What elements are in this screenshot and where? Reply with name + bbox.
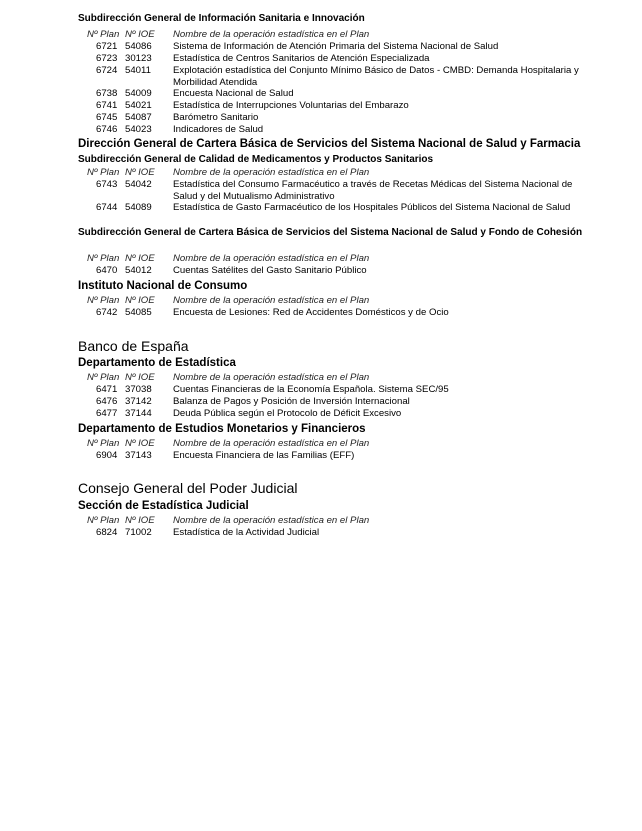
name-header: Nombre de la operación estadística en el Plan [173,515,370,526]
name-header: Nombre de la operación estadística en el Plan [173,29,370,40]
ioe-number: 54012 [125,265,152,276]
ioe-number: 54085 [125,307,152,318]
organization-heading: Consejo General del Poder Judicial [78,480,298,496]
plan-number: 6742 [96,307,118,318]
operation-name: Sistema de Información de Atención Primaria del Sistema Nacional de Salud [173,41,499,52]
plan-number: 6904 [96,450,118,461]
column-header-row [78,438,598,450]
name-header: Nombre de la operación estadística en el Plan [173,253,370,264]
operation-row [78,307,598,319]
ioe-number: 37038 [125,384,152,395]
operation-row [78,265,598,277]
operation-row [78,527,598,539]
plan-number: 6470 [96,265,118,276]
name-header: Nombre de la operación estadística en el Plan [173,438,370,449]
operation-name: Estadística de la Actividad Judicial [173,527,320,538]
operation-row [78,112,598,124]
plan-number: 6477 [96,408,118,419]
plan-header: Nº Plan [87,167,120,178]
subdepartment-heading: Subdirección General de Cartera Básica de Servicios del Sistema Nacional de Salud y Fondo de Cohesión [78,227,583,238]
operation-name: Estadística de Centros Sanitarios de Atención Especializada [173,53,430,64]
operation-row [78,88,598,100]
plan-number: 6744 [96,202,118,213]
column-header-row [78,167,598,179]
plan-number: 6745 [96,112,118,123]
plan-header: Nº Plan [87,29,120,40]
operation-row [78,450,598,462]
operation-row [78,202,598,214]
ioe-number: 54042 [125,179,152,190]
ioe-header: Nº IOE [125,167,155,178]
plan-header: Nº Plan [87,295,120,306]
ioe-number: 71002 [125,527,152,538]
operation-row [78,100,598,112]
plan-number: 6746 [96,124,118,135]
operation-name: Estadística de Gasto Farmacéutico de los Hospitales Públicos del Sistema Nacional de Salud [173,202,571,213]
plan-number: 6743 [96,179,118,190]
ioe-number: 37142 [125,396,152,407]
operation-name: Encuesta Financiera de las Familias (EFF) [173,450,355,461]
plan-number: 6471 [96,384,118,395]
name-header: Nombre de la operación estadística en el Plan [173,295,370,306]
column-header-row [78,295,598,307]
subdepartment-heading: Subdirección General de Información Sanitaria e Innovación [78,13,365,24]
operation-row [78,408,598,420]
column-header-row [78,29,598,41]
department-heading: Sección de Estadística Judicial [78,500,249,512]
plan-number: 6824 [96,527,118,538]
ioe-number: 54011 [125,65,151,76]
operation-name: Indicadores de Salud [173,124,264,135]
column-header-row [78,515,598,527]
ioe-header: Nº IOE [125,515,155,526]
plan-number: 6476 [96,396,118,407]
operation-name: Encuesta de Lesiones: Red de Accidentes Domésticos y de Ocio [173,307,449,318]
organization-heading: Banco de España [78,338,189,354]
operation-name: Explotación estadística del Conjunto Mínimo Básico de Datos - CMBD: Demanda Hospitalaria y Morbilidad Atendida [173,65,579,88]
column-header-row [78,372,598,384]
plan-header: Nº Plan [87,372,120,383]
department-heading: Instituto Nacional de Consumo [78,280,248,292]
operation-name: Cuentas Financieras de la Economía Española. Sistema SEC/95 [173,384,449,395]
department-heading: Departamento de Estudios Monetarios y Financieros [78,423,366,435]
plan-header: Nº Plan [87,253,120,264]
ioe-number: 54089 [125,202,152,213]
operation-name: Deuda Pública según el Protocolo de Déficit Excesivo [173,408,402,419]
subdepartment-heading: Subdirección General de Calidad de Medicamentos y Productos Sanitarios [78,154,434,165]
plan-number: 6724 [96,65,118,76]
operation-name: Estadística del Consumo Farmacéutico a través de Recetas Médicas del Sistema Nacional de Salud y del Mutualismo Administrativo [173,179,573,202]
ioe-number: 54087 [125,112,152,123]
ioe-number: 54009 [125,88,152,99]
ioe-header: Nº IOE [125,372,155,383]
plan-number: 6741 [96,100,118,111]
ioe-number: 54023 [125,124,152,135]
operation-row [78,384,598,396]
ioe-number: 30123 [125,53,152,64]
department-heading: Dirección General de Cartera Básica de Servicios del Sistema Nacional de Salud y Farmacia [78,138,581,150]
operation-row [78,65,598,88]
plan-number: 6738 [96,88,118,99]
plan-header: Nº Plan [87,438,120,449]
plan-number: 6721 [96,41,118,52]
column-header-row [78,253,598,265]
operation-row [78,396,598,408]
department-heading: Departamento de Estadística [78,357,236,369]
ioe-header: Nº IOE [125,29,155,40]
operation-row [78,53,598,65]
plan-number: 6723 [96,53,118,64]
operation-name: Barómetro Sanitario [173,112,259,123]
ioe-number: 37143 [125,450,152,461]
operation-name: Cuentas Satélites del Gasto Sanitario Público [173,265,367,276]
plan-header: Nº Plan [87,515,120,526]
name-header: Nombre de la operación estadística en el Plan [173,372,370,383]
ioe-header: Nº IOE [125,438,155,449]
ioe-number: 54086 [125,41,152,52]
ioe-header: Nº IOE [125,295,155,306]
name-header: Nombre de la operación estadística en el Plan [173,167,370,178]
operation-row [78,41,598,53]
operation-row [78,179,598,202]
operation-name: Encuesta Nacional de Salud [173,88,294,99]
operation-name: Estadística de Interrupciones Voluntarias del Embarazo [173,100,409,111]
ioe-number: 54021 [125,100,152,111]
operation-name: Balanza de Pagos y Posición de Inversión Internacional [173,396,410,407]
ioe-number: 37144 [125,408,152,419]
ioe-header: Nº IOE [125,253,155,264]
operation-row [78,124,598,136]
